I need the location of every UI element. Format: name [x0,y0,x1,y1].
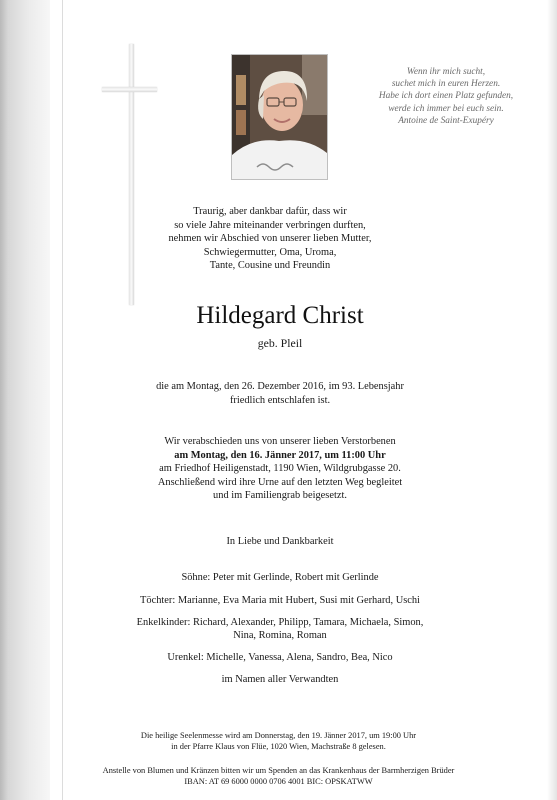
family-great-grandchildren: Urenkel: Michelle, Vanessa, Alena, Sandro, Bea, Nico [167,652,393,663]
death-line: friedlich entschlafen ist. [229,394,331,406]
family-grandchildren-cont: Nina, Romina, Roman [233,630,327,641]
intro-line: Tante, Cousine und Freundin [209,260,331,272]
cross-horizontal-beam [102,87,157,92]
bank-details: IBAN: AT 69 6000 0000 0706 4001 BIC: OPSKATWW [184,777,373,786]
cross-vertical-beam [129,44,134,305]
poem-line: Wenn ihr mich sucht, [406,67,486,77]
portrait-photo [231,54,328,180]
funeral-details [100,435,460,503]
intro-line: so viele Jahre miteinander verbringen durften, [174,219,366,231]
left-border-line [62,0,63,800]
closing-phrase [180,535,380,549]
family-sons: Söhne: Peter mit Gerlinde, Robert mit Gerlinde [181,572,379,583]
birth-name: geb. Pleil [257,336,303,350]
death-notice [100,380,460,407]
family-relatives: im Namen aller Verwandten [221,674,339,685]
funeral-line: und im Familiengrab beigesetzt. [213,490,347,502]
funeral-date [100,449,460,463]
deceased-name: Hildegard Christ [196,302,364,329]
poem-quote [353,66,539,127]
intro-text [160,205,380,273]
intro-line: nehmen wir Abschied von unserer lieben Mutter, [168,233,372,245]
family-grandchildren: Enkelkinder: Richard, Alexander, Philipp, Tamara, Michaela, Simon, [136,617,424,628]
mass-line: Die heilige Seelenmesse wird am Donnerstag, den 19. Jänner 2017, um 19:00 Uhr [140,731,417,740]
poem-line: werde ich immer bei euch sein. [388,103,504,114]
funeral-line: Anschließend wird ihre Urne auf den letzten Weg begleitet [157,476,403,488]
death-line: die am Montag, den 26. Dezember 2016, im 93. Lebensjahr [156,381,404,392]
funeral-line: Wir verabschieden uns von unserer lieben Verstorbenen [164,436,396,447]
mass-line: in der Pfarre Klaus von Flüe, 1020 Wien, Machstraße 8 gelesen. [171,742,386,751]
left-border-shade [0,0,50,800]
donation-line: Anstelle von Blumen und Kränzen bitten wir um Spenden an das Krankenhaus der Barmherzigen Brüder [102,766,455,775]
poem-line: suchet mich in euren Herzen. [391,79,501,90]
poem-line: Habe ich dort einen Platz gefunden, [378,91,514,102]
closing-text: In Liebe und Dankbarkeit [226,536,334,547]
poem-author: Antoine de Saint-Exupéry [398,115,494,126]
intro-line: Traurig, aber dankbar dafür, dass wir [193,206,347,217]
funeral-date-text: am Montag, den 16. Jänner 2017, um 11:00 Uhr [174,449,386,461]
right-border-shade [547,0,557,800]
family-daughters: Töchter: Marianne, Eva Maria mit Hubert, Susi mit Gerhard, Uschi [140,595,420,606]
intro-line: Schwiegermutter, Oma, Uroma, [203,246,337,258]
portrait-illustration [232,55,327,179]
funeral-location: am Friedhof Heiligenstadt, 1190 Wien, Wildgrubgasse 20. [159,463,401,475]
